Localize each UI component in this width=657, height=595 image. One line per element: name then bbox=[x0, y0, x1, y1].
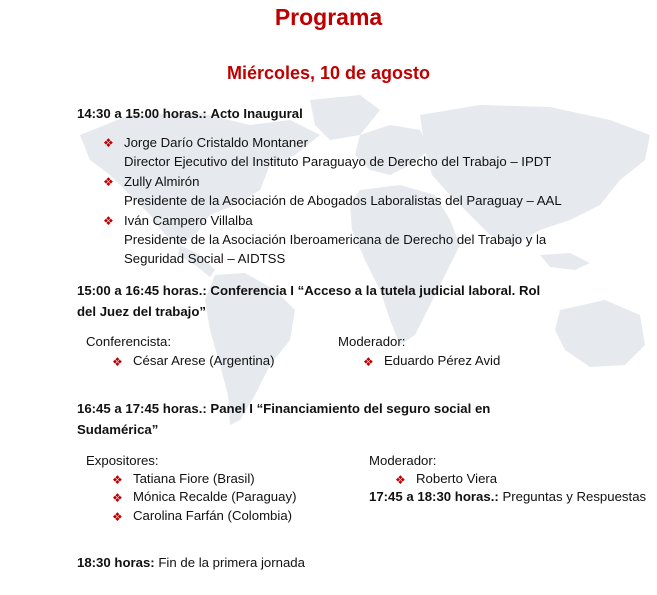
speaker-name: Mónica Recalde (Paraguay) bbox=[133, 489, 297, 504]
speaker-name: Zully Almirón bbox=[124, 174, 200, 189]
session-opening-name: Acto Inaugural bbox=[210, 106, 303, 121]
moderator-name: Eduardo Pérez Avid bbox=[384, 353, 501, 368]
session-opening-time: 14:30 a 15:00 horas.: bbox=[77, 106, 207, 121]
program-date: Miércoles, 10 de agosto bbox=[226, 63, 431, 83]
closing-text: Fin de la primera jornada bbox=[158, 555, 305, 570]
qa-time: 17:45 a 18:30 horas.: bbox=[369, 489, 499, 504]
closing-time: 18:30 horas: bbox=[77, 555, 155, 570]
qa-text: Preguntas y Respuestas bbox=[502, 489, 647, 504]
bullet-icon: ❖ bbox=[363, 355, 374, 369]
session-conference-heading bbox=[77, 280, 597, 322]
session-panel-heading bbox=[77, 398, 597, 440]
moderator-label: Moderador: bbox=[338, 334, 406, 349]
session-panel-title-line: Sudamérica” bbox=[77, 422, 159, 437]
speaker-label: Conferencista: bbox=[86, 334, 172, 349]
session-panel-title-line: 16:45 a 17:45 horas.: Panel I “Financiamiento del seguro social en bbox=[77, 401, 491, 416]
bullet-icon: ❖ bbox=[112, 473, 123, 487]
session-conference-title-line: del Juez del trabajo” bbox=[77, 304, 206, 319]
bullet-icon: ❖ bbox=[395, 473, 406, 487]
moderator-name: Roberto Viera bbox=[416, 471, 498, 486]
speakers-label: Expositores: bbox=[86, 453, 159, 468]
closing-line bbox=[77, 553, 305, 572]
session-opening-heading bbox=[77, 104, 303, 123]
speaker-name: César Arese (Argentina) bbox=[133, 353, 275, 368]
speaker-name: Iván Campero Villalba bbox=[124, 213, 253, 228]
speaker-role: Director Ejecutivo del Instituto Paraguayo de Derecho del Trabajo – IPDT bbox=[124, 154, 552, 169]
bullet-icon: ❖ bbox=[103, 214, 114, 228]
speaker-role: Seguridad Social – AIDTSS bbox=[124, 251, 286, 266]
bullet-icon: ❖ bbox=[103, 136, 114, 150]
session-conference-title-line: 15:00 a 16:45 horas.: Conferencia I “Acceso a la tutela judicial laboral. Rol bbox=[77, 283, 541, 298]
speaker-role: Presidente de la Asociación de Abogados Laboralistas del Paraguay – AAL bbox=[124, 193, 562, 208]
bullet-icon: ❖ bbox=[112, 355, 123, 369]
speaker-name: Carolina Farfán (Colombia) bbox=[133, 508, 293, 523]
moderator-label: Moderador: bbox=[369, 453, 437, 468]
bullet-icon: ❖ bbox=[112, 491, 123, 505]
speaker-name: Jorge Darío Cristaldo Montaner bbox=[124, 135, 308, 150]
bullet-icon: ❖ bbox=[103, 175, 114, 189]
speaker-name: Tatiana Fiore (Brasil) bbox=[133, 471, 255, 486]
page-title: Programa bbox=[274, 4, 383, 30]
speaker-role: Presidente de la Asociación Iberoamericana de Derecho del Trabajo y la bbox=[124, 232, 547, 247]
qa-line bbox=[369, 487, 646, 506]
bullet-icon: ❖ bbox=[112, 510, 123, 524]
